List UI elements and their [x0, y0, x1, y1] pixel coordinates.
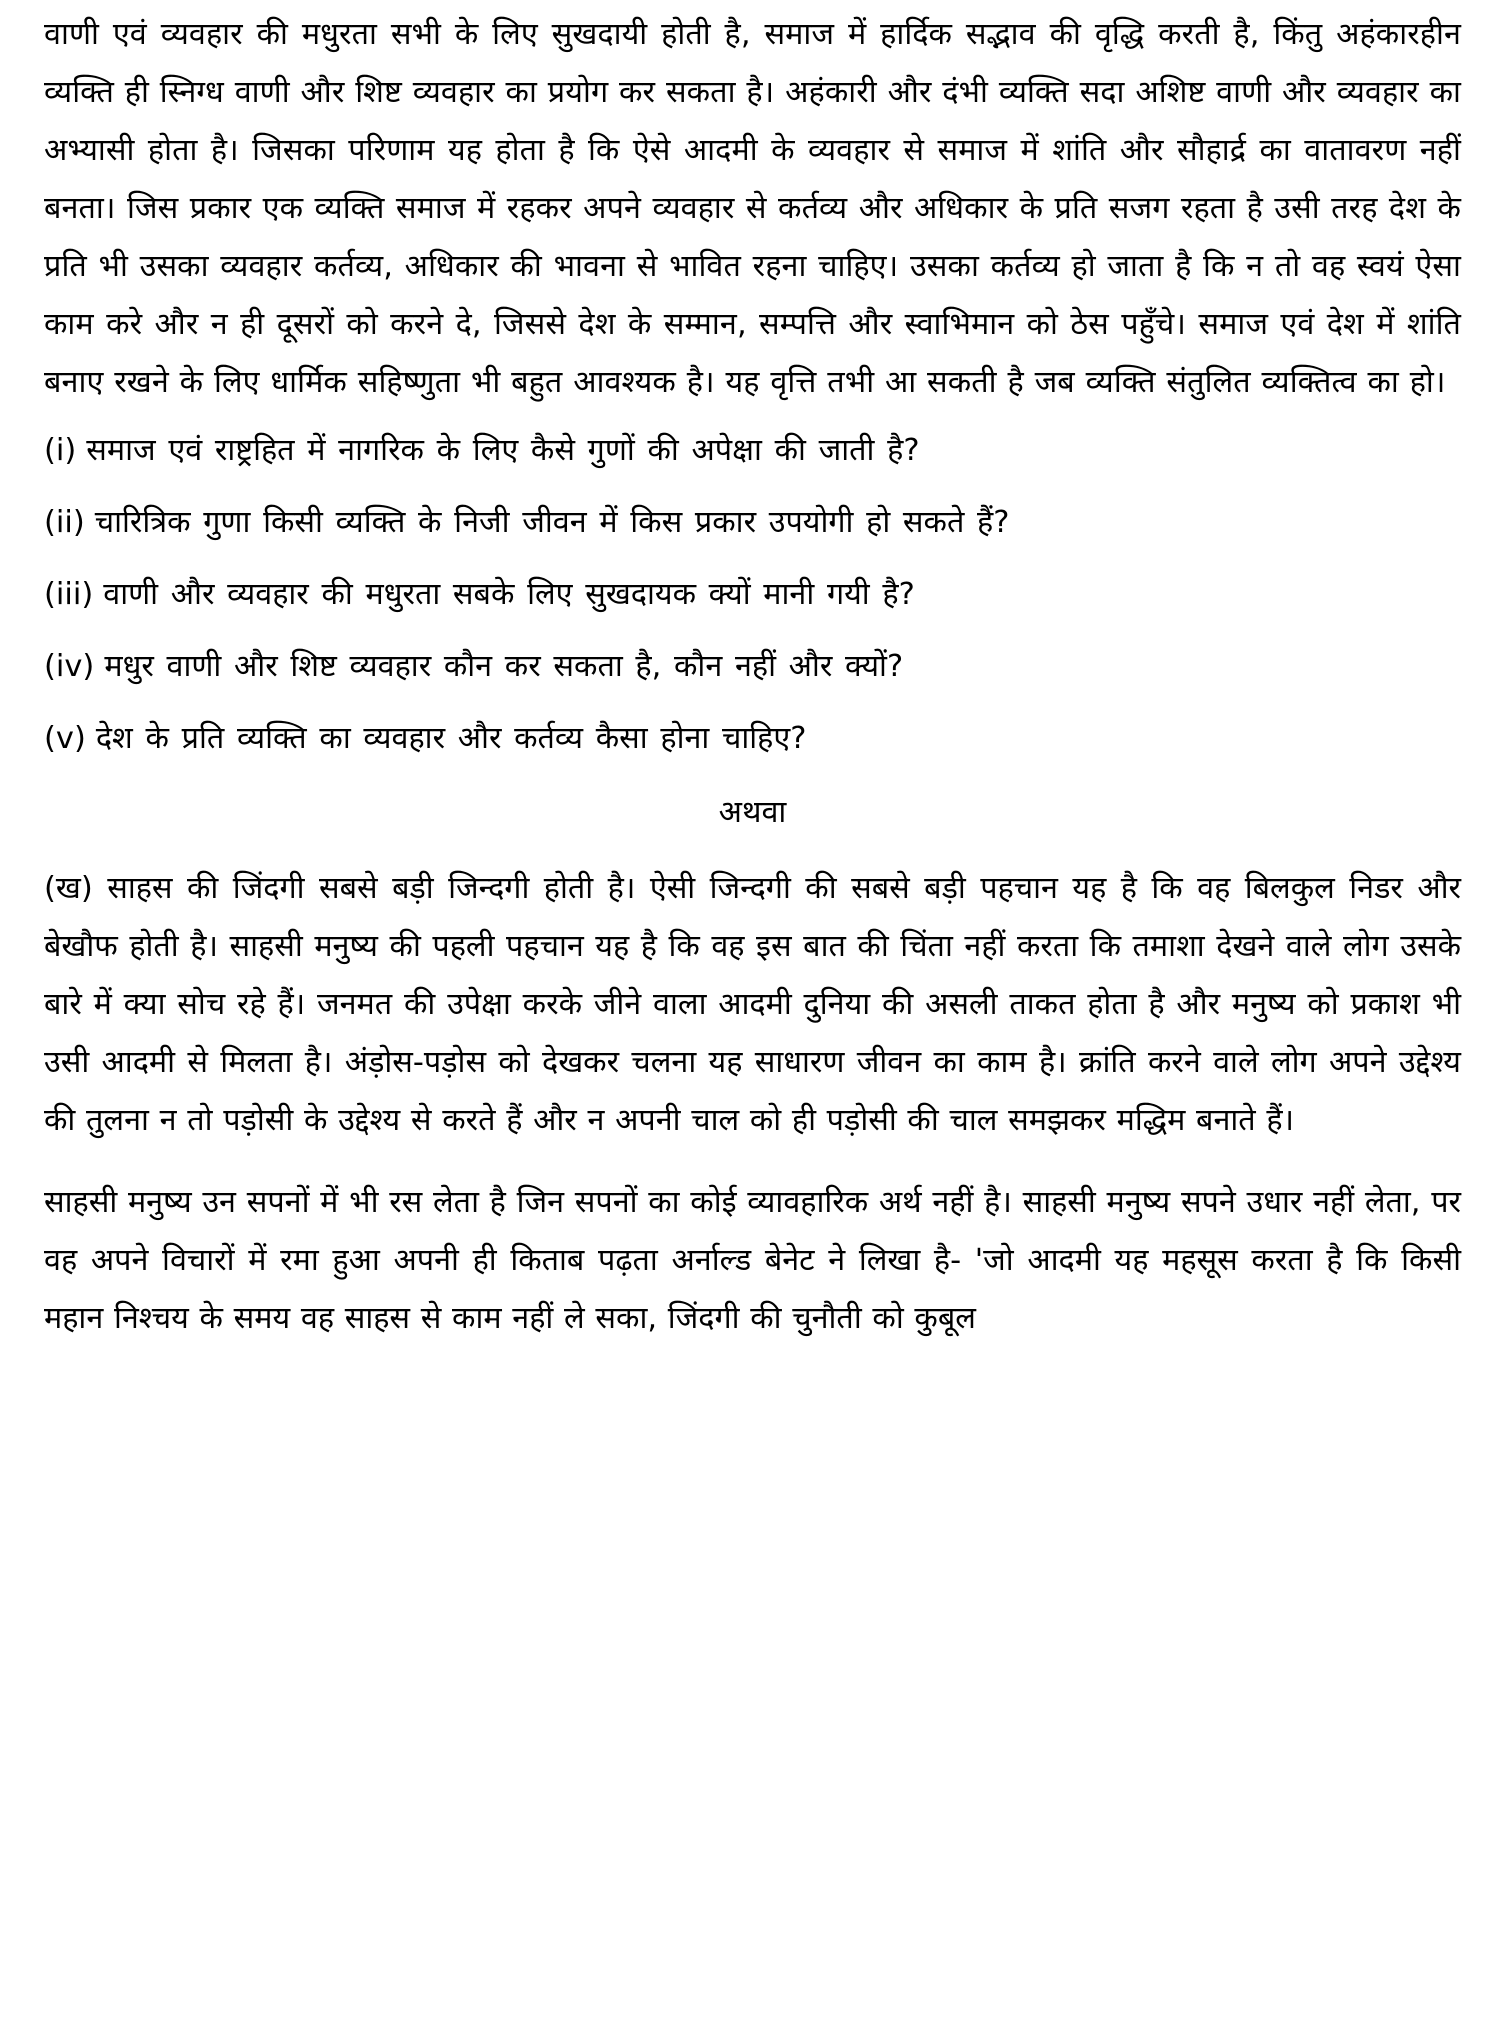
question-text: देश के प्रति व्यक्ति का व्यवहार और कर्तव्य कैसा होना चाहिए? — [95, 721, 807, 756]
passage-b-marker: (ख) — [44, 871, 93, 906]
list-item — [44, 710, 1461, 768]
list-item — [44, 638, 1461, 696]
list-item — [44, 566, 1461, 624]
question-marker: (iii) — [44, 577, 94, 612]
question-text: चारित्रिक गुणा किसी व्यक्ति के निजी जीवन में किस प्रकार उपयोगी हो सकते हैं? — [94, 505, 1010, 540]
passage-b-text: साहस की जिंदगी सबसे बड़ी जिन्दगी होती है। ऐसी जिन्दगी की सबसे बड़ी पहचान यह है कि वह बिलकुल निडर और बेखौफ होती है। साहसी मनुष्य की पहली पहचान यह है कि वह इस बात की चिंता नहीं करता कि तमाशा देखने वाले लोग उसके बारे में क्या सोच रहे हैं। जनमत की उपेक्षा करके जीने वाला आदमी दुनिया की असली ताकत होता है और मनुष्य को प्रकाश भी उसी आदमी से मिलता है। अंड़ोस-पड़ोस को देखकर चलना यह साधारण जीवन का काम है। क्रांति करने वाले लोग अपने उद्देश्य की तुलना न तो पड़ोसी के उद्देश्य से करते हैं और न अपनी चाल को ही पड़ोसी की चाल समझकर मद्धिम बनाते हैं। — [44, 871, 1461, 1138]
question-marker: (ii) — [44, 505, 85, 540]
question-marker: (v) — [44, 721, 86, 756]
list-item — [44, 422, 1461, 480]
question-list — [44, 422, 1461, 768]
question-marker: (i) — [44, 433, 77, 468]
alternative-divider-label: अथवा — [718, 795, 787, 830]
question-text: वाणी और व्यवहार की मधुरता सबके लिए सुखदायक क्यों मानी गयी है? — [103, 577, 915, 612]
question-marker: (iv) — [44, 649, 95, 684]
list-item — [44, 494, 1461, 552]
passage-b-body — [44, 860, 1461, 1150]
passage-a-body: वाणी एवं व्यवहार की मधुरता सभी के लिए सुखदायी होती है, समाज में हार्दिक सद्भाव की वृद्धि करती है, किंतु अहंकारहीन व्यक्ति ही स्निग्ध वाणी और शिष्ट व्यवहार का प्रयोग कर सकता है। अहंकारी और दंभी व्यक्ति सदा अशिष्ट वाणी और व्यवहार का अभ्यासी होता है। जिसका परिणाम यह होता है कि ऐसे आदमी के व्यवहार से समाज में शांति और सौहार्द्र का वातावरण नहीं बनता। जिस प्रकार एक व्यक्ति समाज में रहकर अपने व्यवहार से कर्तव्य और अधिकार के प्रति सजग रहता है उसी तरह देश के प्रति भी उसका व्यवहार कर्तव्य, अधिकार की भावना से भावित रहना चाहिए। उसका कर्तव्य हो जाता है कि न तो वह स्वयं ऐसा काम करे और न ही दूसरों को करने दे, जिससे देश के सम्मान, सम्पत्ति और स्वाभिमान को ठेस पहुँचे। समाज एवं देश में शांति बनाए रखने के लिए धार्मिक सहिष्णुता भी बहुत आवश्यक है। यह वृत्ति तभी आ सकती है जब व्यक्ति संतुलित व्यक्तित्व का हो। — [44, 17, 1462, 400]
passage-b-continued: साहसी मनुष्य उन सपनों में भी रस लेता है जिन सपनों का कोई व्यावहारिक अर्थ नहीं है। साहसी मनुष्य सपने उधार नहीं लेता, पर वह अपने विचारों में रमा हुआ अपनी ही किताब पढ़ता अर्नाल्ड बेनेट ने लिखा है- 'जो आदमी यह महसूस करता है कि किसी महान निश्चय के समय वह साहस से काम नहीं ले सका, जिंदगी की चुनौती को कुबूल — [44, 1185, 1461, 1336]
question-text: समाज एवं राष्ट्रहित में नागरिक के लिए कैसे गुणों की अपेक्षा की जाती है? — [86, 433, 920, 468]
question-text: मधुर वाणी और शिष्ट व्यवहार कौन कर सकता है, कौन नहीं और क्यों? — [104, 649, 904, 684]
